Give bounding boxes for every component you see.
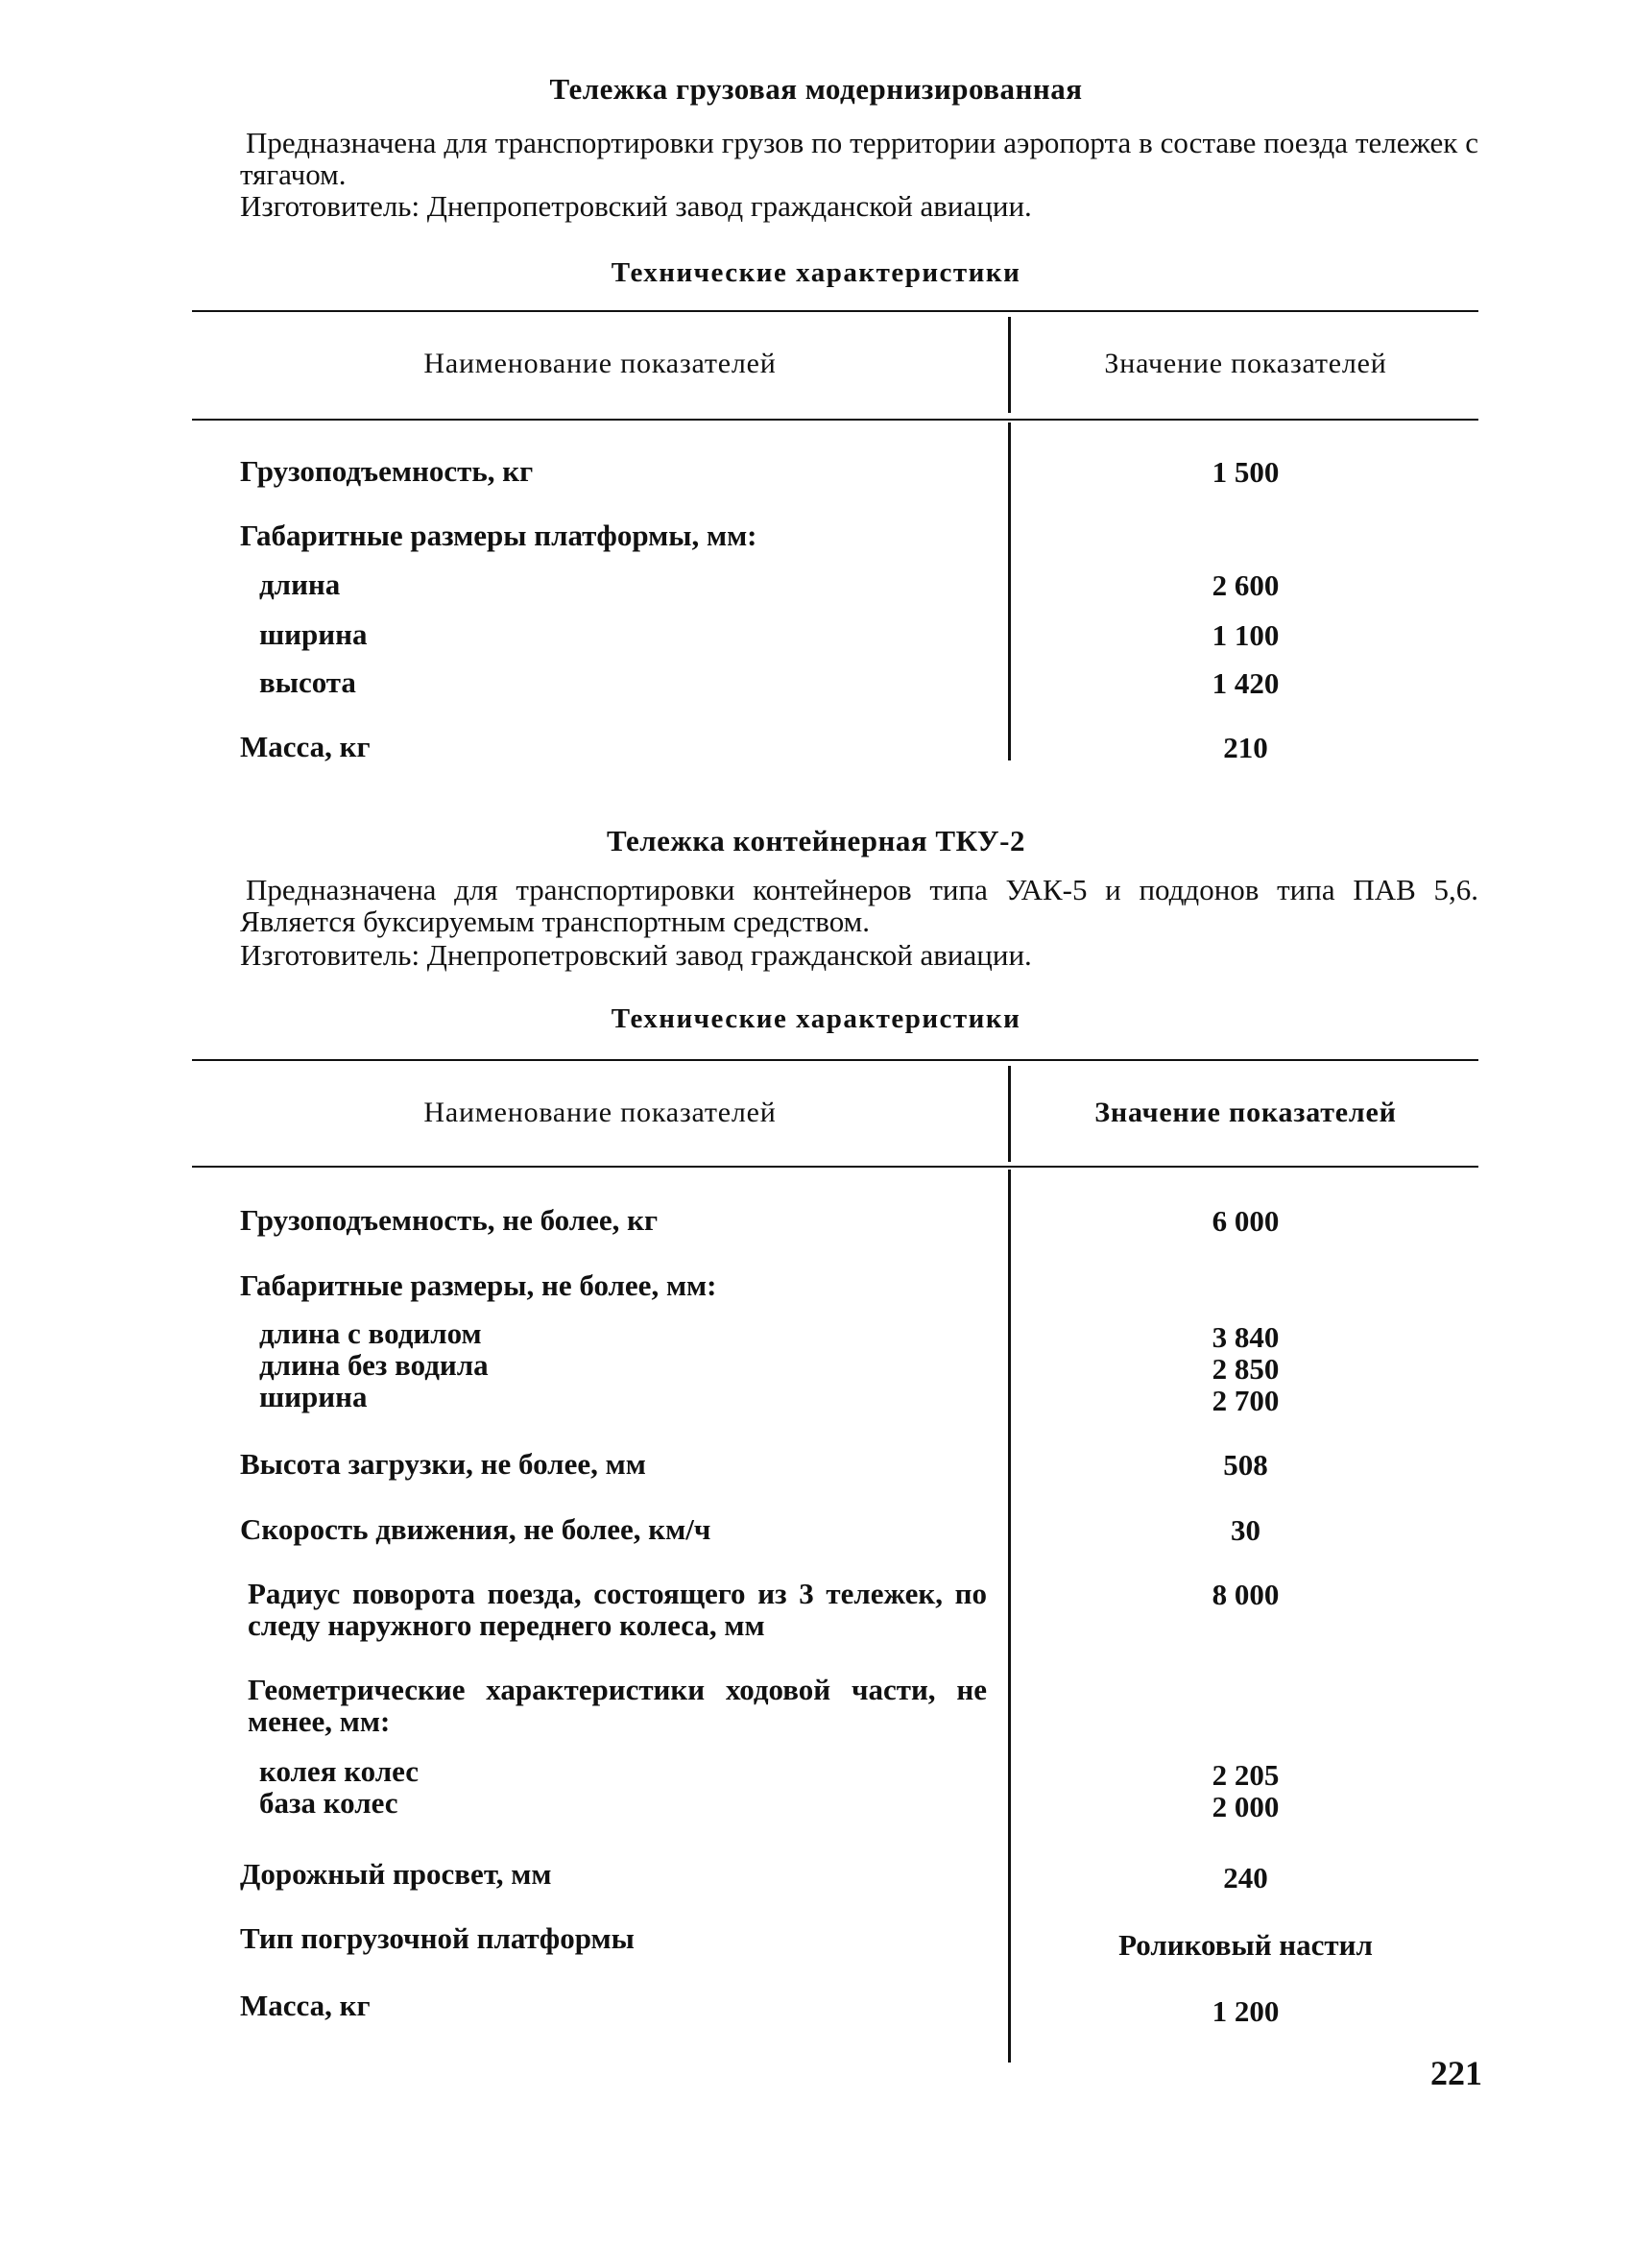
section2-row-label: ширина (259, 1380, 368, 1413)
section2-table-title: Технические характеристики (611, 1003, 1021, 1034)
section2-row-label: Высота загрузки, не более, мм (240, 1447, 646, 1481)
section1-row-label: ширина (259, 617, 368, 651)
section2-purpose (240, 874, 1478, 937)
section2-row-label: Радиус поворота поезда, состоящего из 3 тележек, по следу наружного переднего колеса, мм (248, 1577, 987, 1642)
section2-body-divider (1008, 1170, 1011, 2063)
section2-row-value: 2 700 (1212, 1384, 1280, 1417)
section2-row-value: 1 200 (1212, 1994, 1280, 2028)
section1-row-value: 2 600 (1212, 568, 1280, 602)
section2-row-value: 8 000 (1212, 1578, 1280, 1611)
section2-row-value: 30 (1231, 1513, 1260, 1547)
section1-purpose-text: Предназначена для транспортировки грузов по территории аэропорта в составе поезда тележек с тягачом. (240, 126, 1478, 191)
section1-manufacturer: Изготовитель: Днепропетровский завод гражданской авиации. (240, 189, 1032, 223)
section1-row-label: высота (259, 665, 356, 699)
section2-row-value: 6 000 (1212, 1204, 1280, 1238)
section2-row-value: 2 850 (1212, 1352, 1280, 1386)
section1-title: Тележка грузовая модернизированная (549, 72, 1083, 106)
section2-row-label: Скорость движения, не более, км/ч (240, 1512, 711, 1546)
section1-row-value: 210 (1223, 731, 1268, 764)
section2-row-label: Дорожный просвет, мм (240, 1857, 552, 1891)
section2-col-value-header: Значение показателей (1094, 1097, 1397, 1128)
section2-row-value: 2 205 (1212, 1758, 1280, 1792)
section2-row-value: 240 (1223, 1861, 1268, 1894)
section2-row-label: Грузоподъемность, не более, кг (240, 1203, 659, 1237)
section2-table-top-rule (192, 1059, 1478, 1061)
section2-row-label: длина с водилом (259, 1316, 482, 1350)
section1-row-label: Масса, кг (240, 730, 371, 763)
section2-header-divider (1008, 1066, 1011, 1162)
section1-header-rule (192, 419, 1478, 421)
section1-table-title: Технические характеристики (611, 257, 1021, 288)
section2-row-label: Тип погрузочной платформы (240, 1921, 635, 1955)
section2-header-rule (192, 1166, 1478, 1168)
section2-col-name-header: Наименование показателей (423, 1097, 777, 1128)
section2-row-value: Роликовый настил (1118, 1928, 1373, 1962)
section1-row-label: Габаритные размеры платформы, мм: (240, 519, 757, 552)
section1-header-divider (1008, 317, 1011, 413)
section1-row-value: 1 100 (1212, 618, 1280, 652)
section2-title: Тележка контейнерная ТКУ-2 (606, 824, 1026, 857)
section1-row-label: Грузоподъемность, кг (240, 454, 534, 488)
section1-row-value: 1 420 (1212, 666, 1280, 700)
section1-col-name-header: Наименование показателей (423, 348, 777, 379)
page-number: 221 (1430, 2054, 1482, 2092)
section2-row-label: колея колес (259, 1754, 420, 1788)
section2-manufacturer: Изготовитель: Днепропетровский завод гражданской авиации. (240, 938, 1032, 972)
section1-table-top-rule (192, 310, 1478, 312)
section2-row-label: база колес (259, 1786, 398, 1820)
section2-row-label: длина без водила (259, 1348, 489, 1382)
section2-row-label: Габаритные размеры, не более, мм: (240, 1268, 717, 1302)
section2-row-value: 508 (1223, 1448, 1268, 1482)
section2-purpose-text: Предназначена для транспортировки контейнеров типа УАК-5 и поддонов типа ПАВ 5,6. Является буксируемым транспортным средством. (240, 873, 1478, 938)
section1-col-value-header: Значение показателей (1104, 348, 1387, 379)
section1-purpose (240, 127, 1478, 190)
section1-row-label: длина (259, 567, 341, 601)
section2-row-label: Геометрические характеристики ходовой части, не менее, мм: (248, 1673, 987, 1738)
section1-row-value: 1 500 (1212, 455, 1280, 489)
section2-row-value: 2 000 (1212, 1790, 1280, 1823)
section2-row-value: 3 840 (1212, 1320, 1280, 1354)
section2-row-label: Масса, кг (240, 1989, 371, 2022)
